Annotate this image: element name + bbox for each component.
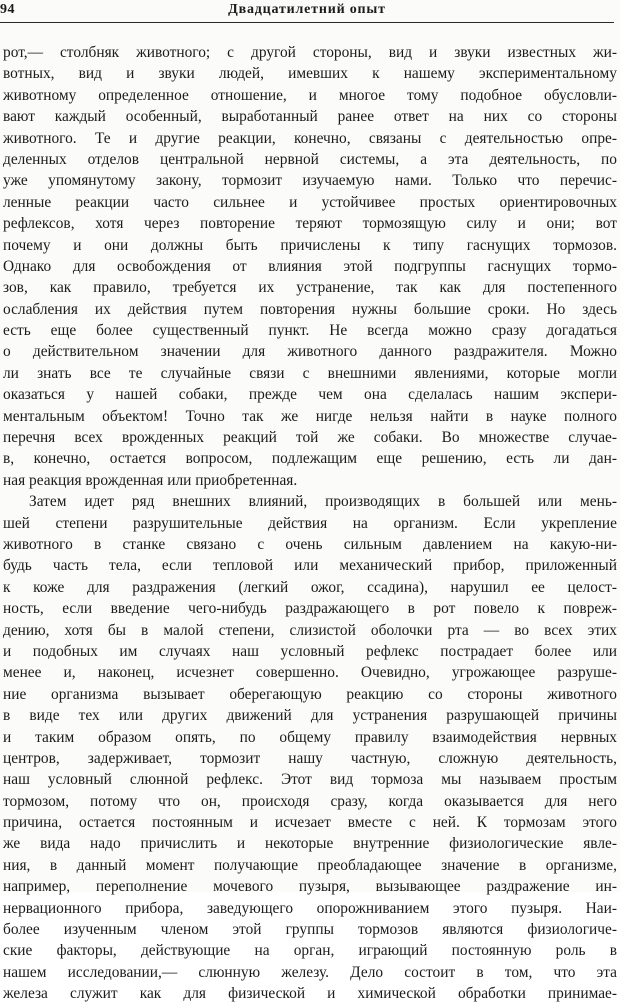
running-title: Двадцатилетний опыт: [228, 2, 386, 17]
text-line: животного в станке связано с очень сильным давлением на какую-ни-: [3, 535, 617, 553]
text-line: Затем идет ряд внешних влияний, производящих в большей или мень-: [29, 493, 617, 511]
text-line: например, переполнение мочевого пузыря, вызывающее раздражение ин-: [3, 878, 617, 896]
text-line: животному определенное отношение, и многое тому подобное обусловли-: [3, 86, 617, 104]
text-line: будь часть тела, если тепловой или механический прибор, приложенный: [3, 557, 617, 575]
text-line: менее и, наконец, исчезнет совершенно. Очевидно, угрожающее разруше-: [3, 664, 617, 682]
page-header: [0, 2, 614, 23]
text-line: вают каждый особенный, выработанный ранее ответ на них со стороны: [3, 108, 617, 126]
text-line: дению, хотя бы в малой степени, слизистой оболочки рта — во всех этих: [3, 621, 617, 639]
text-line: ослабления их действия путем повторения нужны большие сроки. Но здесь: [3, 300, 617, 318]
text-line: же вида надо причислить и некоторые внутренние физиологические явле-: [3, 835, 617, 853]
text-line: к коже для раздражения (легкий ожог, ссадина), нарушил ее целост-: [3, 578, 617, 596]
text-line: зов, как правило, требуется их устранение, так как для постепенного: [3, 279, 617, 297]
text-line: животного. Те и другие реакции, конечно, связаны с деятельностью опре-: [3, 129, 617, 147]
text-line: ние организма вызывает оберегающую реакцию со стороны животного: [3, 685, 617, 703]
text-line: вотных, вид и звуки людей, имевших к нашему экспериментальному: [3, 65, 617, 83]
text-line: центров, задерживает, тормозит нашу частную, сложную деятельность,: [3, 749, 617, 767]
text-line: ленные реакции часто сильнее и устойчивее простых ориентировочных: [3, 193, 617, 211]
body-text: [3, 42, 617, 1005]
text-line: ментальным объектом! Точно так же нигде нельзя найти в науке полного: [3, 407, 617, 425]
text-line: о действительном значении для животного данного раздражителя. Можно: [3, 343, 617, 361]
paragraph: [3, 42, 617, 491]
text-line: шей степени разрушительные действия на организм. Если укрепление: [3, 514, 617, 532]
text-line: причина, остается постоянным и исчезает вместе с ней. К тормозам этого: [3, 814, 617, 832]
text-line: нервационного прибора, заведующего опорожниванием этого пузыря. Наи-: [3, 899, 617, 917]
text-line: железа служит как для физической и химической обработки принимае-: [3, 985, 617, 1003]
text-line: ли знать все те случайные связи с внешними явлениями, которые могли: [3, 364, 617, 382]
text-line: в виде тех или других движений для устранения разрушающей причины: [3, 707, 617, 725]
text-line: рефлексов, хотя через повторение теряют тормозящую силу и они; вот: [3, 215, 617, 233]
text-line: ная реакция врожденная или приобретенная.: [3, 471, 298, 489]
text-line: ские факторы, действующие на орган, играющий постоянную роль в: [3, 942, 617, 960]
text-line: и таким образом опять, по общему правилу взаимодействия нервных: [3, 728, 617, 746]
text-line: и подобных им случаях наш условный рефлекс пострадает более или: [3, 642, 617, 660]
text-line: Однако для освобождения от влияния этой подгруппы гаснущих тормо-: [3, 257, 617, 275]
text-line: перечня всех врожденных реакций той же собаки. Во множестве случае-: [3, 429, 617, 447]
text-line: уже упомянутому закону, тормозит изучаемую нами. Только что перечис-: [3, 172, 617, 190]
text-line: рот,— столбняк животного; с другой стороны, вид и звуки известных жи-: [3, 44, 617, 61]
text-line: тормозом, потому что он, происходя сразу, когда оказывается для него: [3, 792, 617, 810]
text-line: оказаться у нашей собаки, прежде чем она сделалась нашим экспери-: [3, 386, 617, 404]
text-line: более изученным членом этой группы тормозов являются физиологиче-: [3, 921, 617, 939]
text-line: ность, если введение чего-нибудь раздражающего в рот повело к повреж-: [3, 600, 617, 618]
text-line: нашем исследовании,— слюнную железу. Дело состоит в том, что эта: [3, 963, 617, 981]
text-line: наш условный слюнной рефлекс. Этот вид тормоза мы называем простым: [3, 771, 617, 789]
text-line: есть еще более существенный пункт. Не всегда можно сразу догадаться: [3, 322, 617, 340]
page-number: 94: [0, 2, 15, 17]
text-line: ния, в данный момент получающие преобладающее значение в организме,: [3, 856, 617, 874]
text-line: в, конечно, остается вопросом, подлежащим еще решению, есть ли дан-: [3, 450, 617, 468]
paragraph: [3, 491, 617, 1004]
text-line: почему и они должны быть причислены к типу гаснущих тормозов.: [3, 236, 617, 254]
text-line: деленных отделов центральной нервной системы, а эта деятельность, по: [3, 150, 617, 168]
